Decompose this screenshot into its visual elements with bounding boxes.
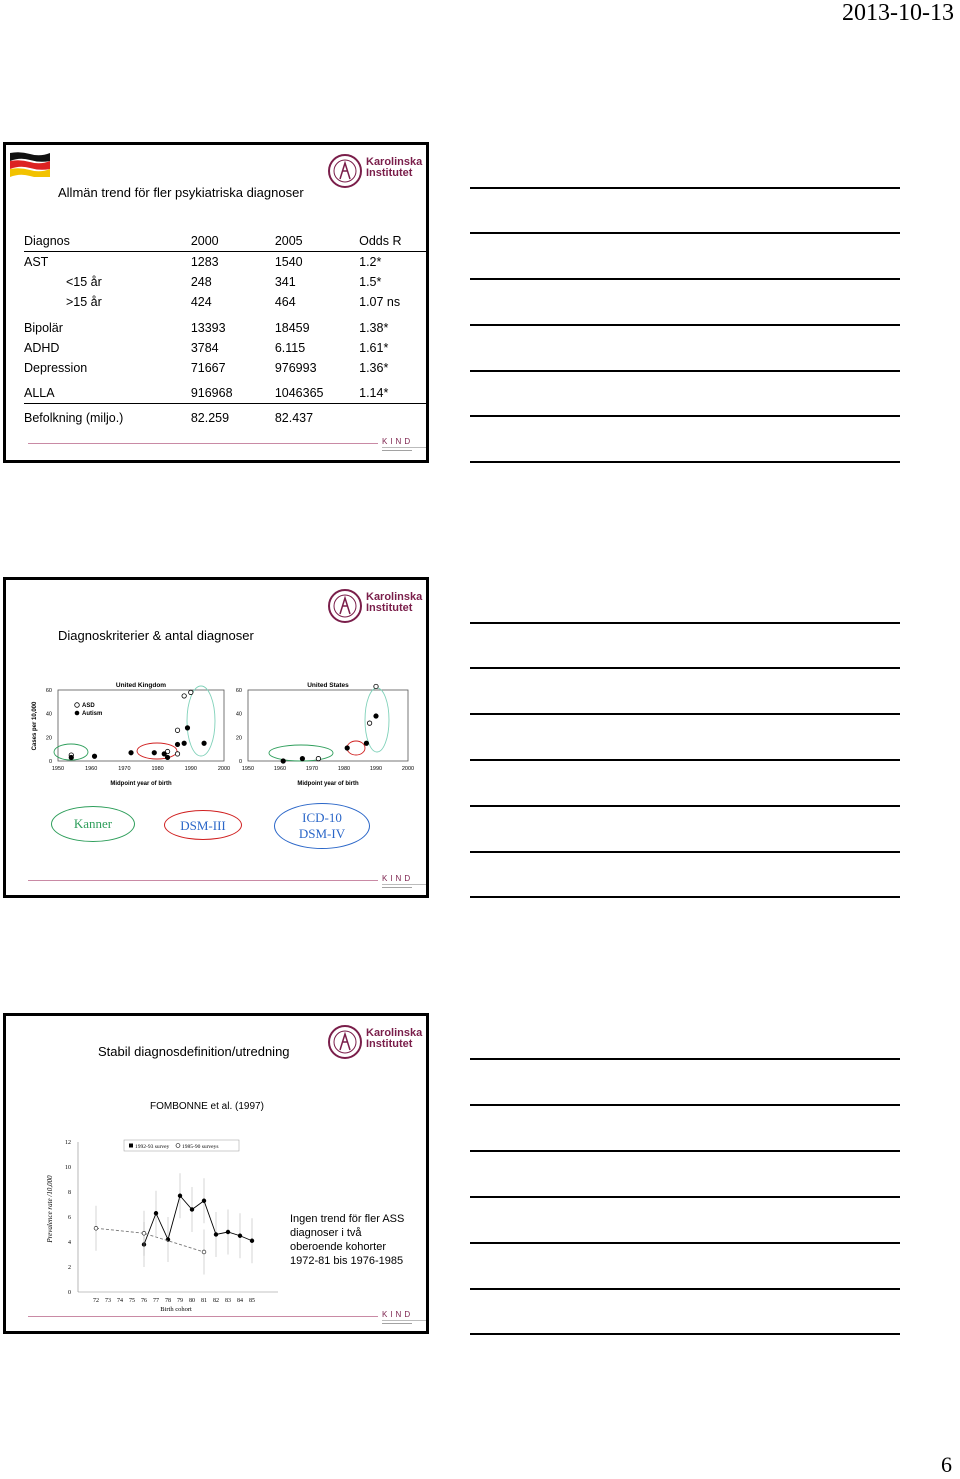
autism-point: [152, 751, 156, 755]
point-1992-93: [178, 1194, 182, 1198]
table-cell: 6.115: [274, 341, 306, 355]
karolinska-logo: [328, 151, 423, 191]
x-axis-label: Midpoint year of birth: [297, 781, 359, 787]
fombonne-prevalence-chart: [42, 1134, 282, 1320]
point-1985-90: [202, 1250, 206, 1254]
kind-logo: KIND ▬▬▬▬▬▬▬▬▬▬: [382, 874, 429, 889]
table-cell: 464: [274, 295, 296, 309]
table-cell: Bipolär: [24, 321, 63, 335]
kind-wordmark: KIND: [382, 874, 414, 883]
y-tick-label: 6: [68, 1215, 71, 1221]
logo-line1: Karolinska: [366, 591, 423, 603]
y-tick-label: 20: [235, 735, 242, 742]
y-tick-label: 40: [45, 711, 52, 718]
x-tick-label: 73: [105, 1298, 111, 1304]
note-line: [470, 1333, 900, 1335]
x-axis-label: Midpoint year of birth: [110, 781, 172, 787]
autism-point: [300, 756, 304, 760]
x-tick-label: 75: [129, 1298, 135, 1304]
y-tick-label: 0: [48, 759, 52, 765]
legend-kanner: [51, 806, 135, 842]
point-1992-93: [250, 1239, 254, 1243]
table-cell: >15 år: [66, 295, 102, 309]
table-cell: 1.07 ns: [359, 295, 401, 309]
kind-logo: KIND ▬▬▬▬▬▬▬▬▬▬: [382, 437, 429, 452]
autism-point: [202, 741, 206, 745]
table-cell: 82.437: [274, 411, 314, 425]
legend-kanner-label: Kanner: [73, 816, 113, 831]
table-cell: 1046365: [275, 383, 359, 404]
table-cell: 976993: [274, 361, 317, 375]
x-tick-label: 1980: [337, 766, 351, 772]
point-1985-90: [142, 1231, 146, 1235]
slide-2-title: Diagnoskriterier & antal diagnoser: [58, 628, 254, 643]
legend-dsm4-label: DSM-IV: [298, 826, 346, 841]
autism-point: [345, 746, 349, 750]
note-line: [470, 1058, 900, 1060]
point-1985-90: [94, 1226, 98, 1230]
karolinska-logo: [328, 586, 423, 626]
asd-point: [182, 694, 186, 698]
slide-1-title: Allmän trend för fler psykiatriska diagnoser: [58, 185, 304, 200]
source-citation: FOMBONNE et al. (1997): [150, 1101, 264, 1112]
note-line: [470, 1196, 900, 1198]
x-tick-label: 81: [201, 1298, 207, 1304]
autism-point: [281, 759, 285, 763]
note-line: [470, 759, 900, 761]
note-line: [470, 278, 900, 280]
note-line: [470, 1104, 900, 1106]
x-tick-label: 83: [225, 1298, 231, 1304]
table-row: [24, 292, 426, 312]
autism-point: [374, 714, 378, 718]
note-line: [470, 713, 900, 715]
karolinska-logo: [328, 1022, 423, 1062]
table-cell: 424: [190, 295, 212, 309]
x-tick-label: 80: [189, 1298, 195, 1304]
footer-rule: [28, 443, 378, 444]
page-number: 6: [941, 1452, 952, 1477]
table-cell: 1.14*: [359, 383, 426, 404]
chart-title: United Kingdom: [115, 682, 167, 689]
point-1992-93: [226, 1230, 230, 1234]
asd-point: [367, 721, 371, 725]
slide-3-title: Stabil diagnosdefinition/utredning: [98, 1044, 290, 1059]
note-line: [470, 1242, 900, 1244]
x-tick-label: 74: [117, 1298, 123, 1304]
asd-point: [189, 690, 193, 694]
x-tick-label: 76: [141, 1298, 147, 1304]
table-cell: 1.2*: [359, 255, 382, 269]
header-date: 2013-10-13: [842, 0, 954, 26]
footer-rule: [28, 1316, 378, 1317]
note-line: [470, 415, 900, 417]
kind-wordmark: KIND: [382, 437, 414, 446]
note-line: [470, 805, 900, 807]
table-cell: 1.36*: [359, 361, 389, 375]
note-line: [470, 187, 900, 189]
legend-label: 1985-90 surveys: [182, 1144, 219, 1150]
note-line-text: diagnoser i två: [290, 1227, 362, 1239]
note-line-text: Ingen trend för fler ASS: [290, 1213, 405, 1225]
legend-icd-dsm4: [274, 803, 370, 849]
table-cell: [359, 408, 426, 428]
chart-united-kingdom: [32, 682, 230, 787]
legend-open-marker: [176, 1144, 180, 1148]
asd-point: [316, 756, 320, 760]
point-1992-93: [154, 1211, 158, 1215]
note-line: [470, 461, 900, 463]
autism-point: [162, 752, 166, 756]
dsm3-highlight: [137, 743, 177, 759]
autism-point: [165, 755, 169, 759]
y-tick-label: 20: [45, 735, 52, 742]
table-row: [24, 272, 426, 292]
chart-title: United States: [307, 682, 349, 689]
footer-rule: [28, 880, 378, 881]
note-line: [470, 1150, 900, 1152]
x-tick-label: 78: [165, 1298, 171, 1304]
logo-line2: Institutet: [366, 1038, 413, 1050]
note-line: [470, 370, 900, 372]
table-cell: 1.5*: [359, 275, 382, 289]
legend-dsm3: [164, 810, 242, 840]
german-flag-icon: [10, 151, 50, 177]
legend-filled-marker: [129, 1144, 133, 1148]
legend-label: 1992-93 survey: [135, 1144, 170, 1150]
y-axis-label: Cases per 10,000: [32, 701, 38, 751]
autism-point: [129, 751, 133, 755]
table-cell: ADHD: [24, 341, 60, 355]
table-cell: Depression: [24, 361, 88, 375]
note-line: [470, 851, 900, 853]
table-cell: 18459: [274, 321, 310, 335]
chart-united-states: [236, 682, 414, 787]
logo-line1: Karolinska: [366, 1027, 423, 1039]
table-cell: 1283: [190, 255, 219, 269]
table-cell: 1540: [274, 255, 303, 269]
table-cell: AST: [24, 255, 49, 269]
slide-1: [3, 142, 429, 463]
table-row: [24, 318, 426, 338]
note-line: [470, 1288, 900, 1290]
autism-point: [182, 741, 186, 745]
autism-point: [69, 755, 73, 759]
chart-legend: [124, 1140, 239, 1151]
x-tick-label: 84: [237, 1298, 243, 1304]
logo-line2: Institutet: [366, 602, 413, 614]
autism-prevalence-charts: [26, 678, 426, 793]
table-row: [24, 338, 426, 358]
x-tick-label: 1960: [85, 766, 98, 772]
series-line-1992-93: [144, 1196, 252, 1245]
table-row: [24, 252, 426, 273]
table-cell: 248: [190, 275, 212, 289]
point-1992-93: [238, 1234, 242, 1238]
table-cell: ALLA: [24, 383, 191, 404]
autism-point: [175, 742, 179, 746]
x-tick-label: 79: [177, 1298, 183, 1304]
table-header-cell: 2005: [275, 231, 359, 252]
table-header-cell: Odds R: [359, 231, 426, 252]
karolinska-seal-icon: [328, 151, 364, 191]
y-tick-label: 4: [68, 1240, 71, 1246]
x-tick-label: 2000: [217, 766, 231, 772]
note-line-text: oberoende kohorter: [290, 1241, 387, 1253]
point-1992-93: [214, 1233, 218, 1237]
note-line: [470, 232, 900, 234]
autism-point: [92, 754, 96, 758]
table-cell: 3784: [190, 341, 219, 355]
x-tick-label: 77: [153, 1298, 159, 1304]
table-row: [24, 383, 426, 404]
x-tick-label: 1990: [369, 766, 383, 772]
table-cell: 82.259: [190, 411, 230, 425]
table-cell: 13393: [190, 321, 226, 335]
slide-2: [3, 577, 429, 898]
table-cell: 71667: [190, 361, 226, 375]
table-row: [24, 408, 426, 428]
table-cell: 341: [274, 275, 296, 289]
note-line: [470, 622, 900, 624]
table-header-cell: 2000: [191, 231, 275, 252]
y-tick-label: 60: [235, 688, 242, 694]
asd-point: [175, 752, 179, 756]
legend-icd-label: ICD-10: [302, 810, 342, 825]
x-tick-label: 2000: [401, 766, 415, 772]
x-axis-label: Birth cohort: [160, 1306, 192, 1313]
y-axis-label: Prevalence rate /10,000: [46, 1175, 54, 1243]
chart-legend: [75, 703, 103, 717]
table-header-row: [24, 231, 426, 252]
x-tick-label: 1970: [118, 766, 131, 772]
note-line: [470, 324, 900, 326]
y-tick-label: 0: [68, 1290, 71, 1296]
karolinska-seal-icon: [328, 586, 364, 626]
x-tick-label: 1950: [51, 766, 65, 772]
legend-open-marker: [75, 703, 80, 708]
note-line: [470, 896, 900, 898]
x-tick-label: 1950: [241, 766, 255, 772]
karolinska-seal-icon: [328, 1022, 364, 1062]
series-line-1985-90: [96, 1228, 204, 1252]
table-header-cell: Diagnos: [24, 231, 191, 252]
y-tick-label: 8: [68, 1190, 71, 1196]
logo-line2: Institutet: [366, 167, 413, 179]
kind-logo: KIND ▬▬▬▬▬▬▬▬▬▬: [382, 1310, 429, 1325]
table-cell: Befolkning (miljo.): [24, 411, 124, 425]
autism-point: [364, 741, 368, 745]
y-tick-label: 60: [45, 688, 52, 694]
y-tick-label: 0: [238, 759, 242, 765]
table-cell: 916968: [191, 383, 275, 404]
asd-point: [374, 684, 378, 688]
point-1992-93: [166, 1238, 170, 1242]
autism-point: [185, 726, 189, 730]
x-tick-label: 1970: [305, 766, 319, 772]
legend-label: Autism: [82, 711, 103, 717]
icd-highlight: [187, 686, 215, 756]
note-line-text: 1972-81 bis 1976-1985: [290, 1255, 404, 1267]
table-cell: 1.38*: [359, 321, 389, 335]
x-tick-label: 85: [249, 1298, 255, 1304]
y-tick-label: 10: [65, 1165, 71, 1171]
x-tick-label: 1960: [273, 766, 287, 772]
diagnosis-table: [24, 231, 426, 428]
x-tick-label: 82: [213, 1298, 219, 1304]
legend-dsm3-label: DSM-III: [180, 818, 226, 833]
y-tick-label: 2: [68, 1265, 71, 1271]
legend-label: ASD: [82, 703, 95, 709]
table-cell: 1.61*: [359, 341, 389, 355]
x-tick-label: 1990: [184, 766, 197, 772]
y-tick-label: 12: [65, 1140, 71, 1146]
asd-point: [175, 728, 179, 732]
slide-3-note: [290, 1212, 404, 1268]
point-1992-93: [202, 1199, 206, 1203]
note-line: [470, 667, 900, 669]
kind-wordmark: KIND: [382, 1310, 414, 1319]
point-1992-93: [190, 1208, 194, 1212]
table-row: [24, 358, 426, 378]
x-tick-label: 72: [93, 1298, 99, 1304]
logo-line1: Karolinska: [366, 156, 423, 168]
y-tick-label: 40: [235, 711, 242, 718]
table-cell: <15 år: [66, 275, 102, 289]
slide-3: [3, 1013, 429, 1334]
legend-filled-marker: [75, 711, 80, 716]
x-tick-label: 1980: [151, 766, 164, 772]
